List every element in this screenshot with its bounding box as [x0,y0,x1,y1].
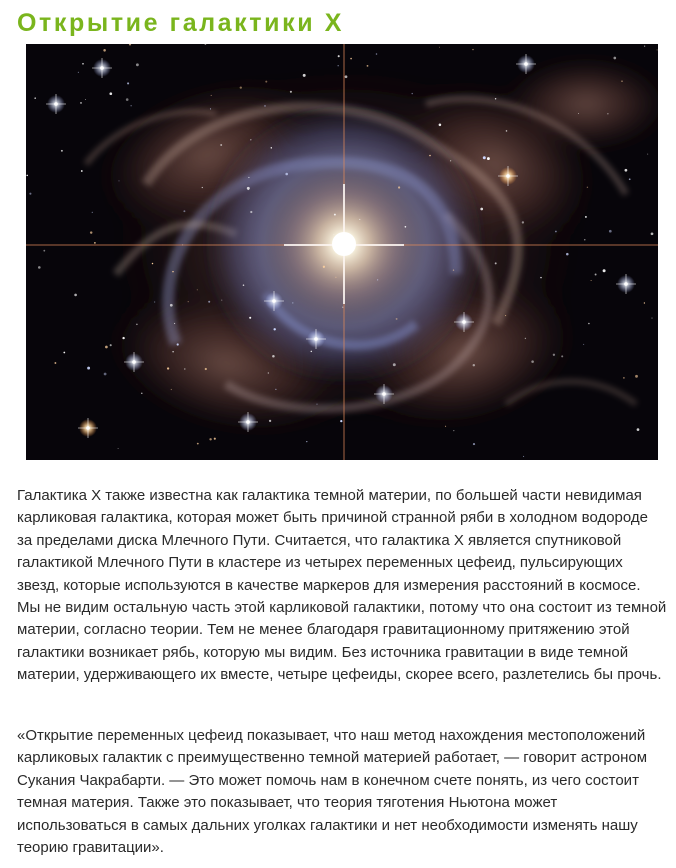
star [122,337,124,339]
star [311,351,313,353]
star [109,92,112,95]
star [63,352,65,354]
star [74,294,77,297]
star [412,93,413,94]
galaxy-nebula-image [26,44,658,460]
star [61,150,63,152]
star [483,156,486,159]
star [523,456,524,457]
star [555,231,557,233]
star [118,448,119,449]
star [342,307,343,308]
star [623,377,625,379]
star [540,277,541,278]
star [26,175,28,177]
star [205,368,207,370]
star [273,328,275,330]
star [105,346,108,349]
star [92,212,93,213]
star [340,420,342,422]
star [240,86,242,88]
star [110,344,112,346]
star [292,302,293,303]
star [85,99,86,100]
star [197,290,198,291]
star [248,177,249,178]
star [249,317,251,319]
star [43,250,45,252]
star [651,232,654,235]
star [247,187,250,190]
star [591,280,592,281]
star [182,244,183,245]
star [453,269,454,270]
star [450,160,451,161]
star [131,105,132,106]
star [522,221,524,223]
star [377,279,378,280]
star [172,351,173,352]
star [188,301,189,302]
star [393,363,396,366]
star [290,91,292,93]
star [396,318,398,320]
star [644,302,645,303]
star [505,315,506,316]
star [376,53,378,55]
star [220,144,222,146]
star [82,63,84,65]
star [214,438,216,440]
star [271,147,272,148]
star [197,443,199,445]
star [177,343,179,345]
star [495,98,496,99]
star [345,75,348,78]
star [268,372,269,373]
star [578,113,579,114]
star [647,154,648,155]
star [316,404,317,405]
star [603,269,606,272]
star [583,344,584,345]
star [202,187,203,188]
star [78,72,79,73]
article-paragraph-1: Галактика X также известна как галактика темной материи, по большей части невидимая карликовая галактика, которая может быть причиной странной ряби в холодном водороде за пределами диска Млечного Пути. Считается, что галактика X является спутниковой галактикой Млечного Пути в кластере из четырех переменных цефеид, пульсирующих звезд, которые используются в качестве маркеров для измерения расстояний в космосе. Мы не видим остальную часть этой карликовой галактики, потому что она состоит из темной материи, согласно теории. Тем не менее благодаря гравитационному притяжению этой галактики возникает рябь, которую мы видим. Без источника гравитации в виде темной материи, удерживающего их вместе, четыре цефеиды, скорее всего, разлетелись бы прочь. [17,487,667,684]
article-title: Открытие галактики X [17,9,345,37]
star [306,441,307,442]
star [495,262,497,264]
star [172,271,174,273]
star [337,65,338,66]
star [118,180,119,181]
star [429,155,431,157]
star [629,178,631,180]
star [439,47,440,48]
star [94,242,96,244]
star [625,169,628,172]
star [184,368,185,369]
star [141,393,142,394]
star [644,46,645,47]
star [621,80,623,82]
star [637,428,640,431]
star [609,230,612,233]
star [243,284,245,286]
star [275,389,276,390]
star [595,274,597,276]
star [480,208,483,211]
star [635,375,638,378]
star [613,57,616,60]
star [221,300,222,301]
star [473,364,475,366]
star [472,49,473,50]
star [367,65,369,67]
star [126,98,129,101]
star [657,49,658,50]
star [104,373,107,376]
star [80,102,82,104]
star [350,58,352,60]
star [453,430,454,431]
star [607,113,608,114]
star [398,186,400,188]
star [334,214,336,216]
star [170,304,173,307]
star [303,74,306,77]
star [250,139,251,140]
star [29,193,31,195]
star [445,426,446,427]
star [651,318,652,319]
star [585,216,587,218]
star [183,210,185,212]
star [34,97,36,99]
star [250,211,252,213]
star [566,253,569,256]
star [335,277,336,278]
central-star [332,232,356,256]
star [81,170,83,172]
star [359,219,360,220]
star [338,55,340,57]
star [87,367,90,370]
star [334,234,335,235]
star [439,124,442,127]
star [525,338,526,339]
star [561,355,563,357]
star [136,63,139,66]
star [588,323,590,325]
star [174,323,175,324]
star [269,420,271,422]
star [136,324,137,325]
star [531,360,534,363]
star [285,173,288,176]
star [154,301,155,302]
star [152,263,154,265]
star [38,266,41,269]
star [208,301,210,303]
star [272,355,275,358]
star [103,49,106,52]
star [90,231,92,233]
star [553,354,555,356]
galaxy-photo [26,44,658,460]
star [587,187,588,188]
star [584,239,585,240]
star [264,105,266,107]
star [171,389,172,390]
star [487,157,490,160]
star [210,108,211,109]
star [127,82,129,84]
star [405,226,407,228]
star [54,362,56,364]
star [323,266,325,268]
star [506,130,508,132]
star [209,438,211,440]
star [167,367,169,369]
star [211,95,212,96]
star [265,81,267,83]
star [473,443,475,445]
article-paragraph-2: «Открытие переменных цефеид показывает, что наш метод нахождения местоположений карликовых галактик с преимущественно темной материей работает, — говорит астроном Сукания Чакрабарти. — Это может помочь нам в конечном счете понять, из чего состоит темная материя. Также это показывает, что теория тяготения Ньютона может использоваться в самых дальних уголках галактики и нет необходимости изменять нашу теорию гравитации». [17,727,648,857]
